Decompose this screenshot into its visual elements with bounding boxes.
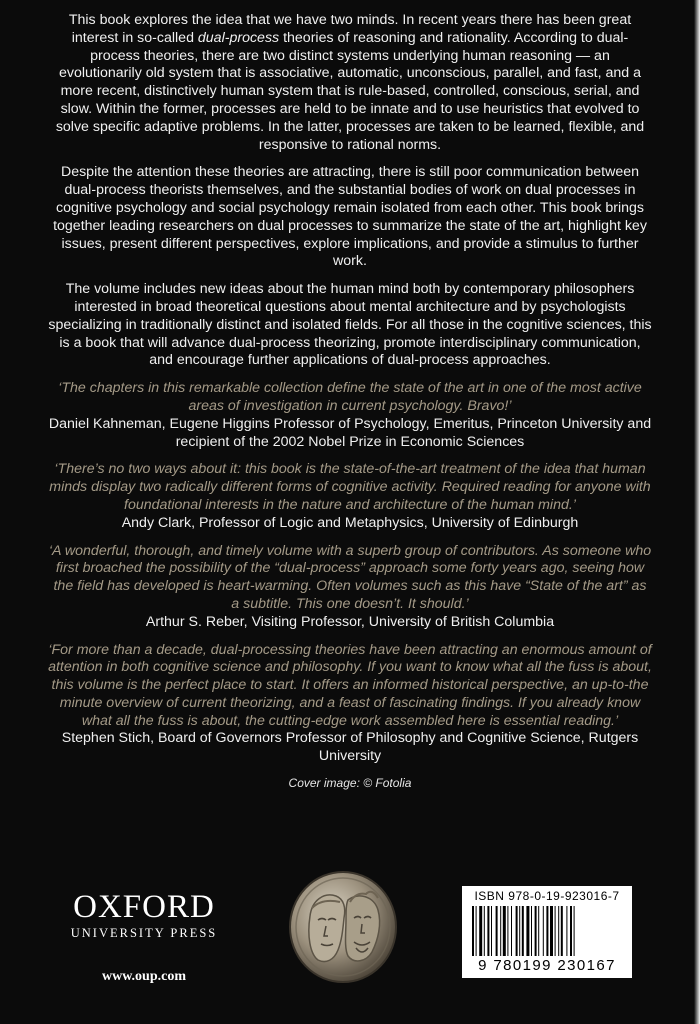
publisher-subtitle: UNIVERSITY PRESS [70, 926, 218, 940]
barcode-bar [570, 906, 572, 956]
barcode-bar [516, 906, 518, 956]
barcode-bar [519, 906, 520, 956]
cover-image-credit: Cover image: © Fotolia [288, 776, 412, 791]
review-quote: ‘The chapters in this remarkable collection define the state of the art in one of the most active areas of investigation in current psychology. Bravo!’ [58, 380, 642, 414]
barcode-bar [546, 906, 548, 956]
barcode-bar [535, 906, 537, 956]
blurb-paragraph-1-text-b: theories of reasoning and rationality. According to dual-process theories, there are two distinct systems underlying human reasoning — an evolutionarily old system that is associative, automatic, unconscious, parallel, and fast, and a more recent, distinctively human system that is rule-based, controlled, conscious, serial, and slow. Within the former, processes are held to be innate and to use heuristics that evolved to solve specific adaptive problems. In the latter, processes are taken to be learned, flexible, and responsive to rational norms. [55, 29, 645, 153]
barcode-bar [472, 906, 474, 956]
blurb-paragraph-2: Despite the attention these theories are attracting, there is still poor communication between dual-process theorists themselves, and the substantial bodies of work on dual processes in cognitive psychology and social psychology remain isolated from each other. This book brings together leading researchers on dual processes to summarize the state of the art, highlight key issues, present different perspectives, explore implications, and provide a stimulus to further work. [53, 164, 647, 270]
barcode-bar [503, 906, 506, 956]
review-clark [48, 461, 652, 532]
barcode-bar [491, 906, 492, 956]
barcode-bar [522, 906, 524, 956]
barcode-bar [574, 906, 575, 956]
barcode-bar [487, 906, 489, 956]
page-edge [694, 0, 700, 1024]
publisher-logo [58, 888, 230, 985]
publisher-name: OXFORD [73, 889, 215, 925]
barcode-bar [476, 906, 477, 956]
blurb-paragraph-1 [48, 12, 652, 154]
barcode-bar [543, 906, 544, 956]
barcode-bar [500, 906, 501, 956]
barcode-bar [531, 906, 532, 956]
review-quote: ‘For more than a decade, dual-processing theories have been attracting an enormous amount of attention in both cognitive science and philosophy. If you want to know what all the fuss is about, this volume is the perfect place to start. It offers an informed historical perspective, an up-to-the minute overview of current theorizing, and a feast of fascinating findings. If you already know what all the fuss is about, the cutting-edge work assembled here is essential reading.’ [48, 641, 652, 729]
review-attribution: Stephen Stich, Board of Governors Professor of Philosophy and Cognitive Science, Rutgers University [61, 730, 639, 765]
review-attribution: Andy Clark, Professor of Logic and Metaphysics, University of Edinburgh [121, 514, 579, 531]
barcode-digits: 9 780199 230167 [478, 957, 616, 974]
blurb [48, 12, 652, 790]
coin-icon [288, 870, 398, 984]
barcode-bar [496, 906, 498, 956]
blurb-paragraph-1-text-a: This book explores the idea that we have two minds. In recent years there has been great interest in so-called [68, 12, 632, 46]
barcode-bar [550, 906, 553, 956]
barcode-bar [566, 906, 567, 956]
review-attribution: Daniel Kahneman, Eugene Higgins Professor of Psychology, Emeritus, Princeton University and recipient of the 2002 Nobel Prize in Economic Sciences [48, 415, 652, 450]
review-kahneman [48, 380, 652, 451]
blurb-paragraph-1-emphasis: dual-process [197, 29, 280, 46]
review-attribution: Arthur S. Reber, Visiting Professor, University of British Columbia [145, 613, 555, 630]
barcode-bar [555, 906, 556, 956]
barcode-bar [538, 906, 539, 956]
isbn-label: ISBN 978-0-19-923016-7 [474, 889, 620, 903]
review-reber [48, 543, 652, 632]
review-quote: ‘A wonderful, thorough, and timely volume with a superb group of contributors. As someone who first broached the possibility of the “dual-process” approach some forty years ago, seeing how the field has developed is heart-warming. Often volumes such as this have “State of the art” as a subtitle. This one doesn’t. It should.’ [48, 542, 652, 612]
review-stich [48, 642, 652, 767]
publisher-website: www.oup.com [101, 969, 186, 984]
review-quote: ‘There’s no two ways about it: this book is the state-of-the-art treatment of the idea that human minds display two radically different forms of cognitive activity. Required reading for anyone with foundational interests in the nature and architecture of the human mind.’ [49, 461, 651, 513]
barcode-bar [484, 906, 485, 956]
blurb-paragraph-3: The volume includes new ideas about the human mind both by contemporary philosophers interested in broad theoretical questions about mental architecture and by psychologists specializing in traditionally distinct and isolated fields. For all those in the cognitive sciences, this is a book that will advance dual-process theorizing, promote interdisciplinary communication, and encourage further applications of dual-process approaches. [48, 281, 652, 369]
barcode-bar [479, 906, 482, 956]
barcode-bars [470, 906, 624, 956]
barcode [462, 886, 632, 978]
barcode-bar [558, 906, 559, 956]
barcode-bar [507, 906, 508, 956]
barcode-bar [561, 906, 563, 956]
barcode-bar [511, 906, 512, 956]
barcode-bar [526, 906, 529, 956]
